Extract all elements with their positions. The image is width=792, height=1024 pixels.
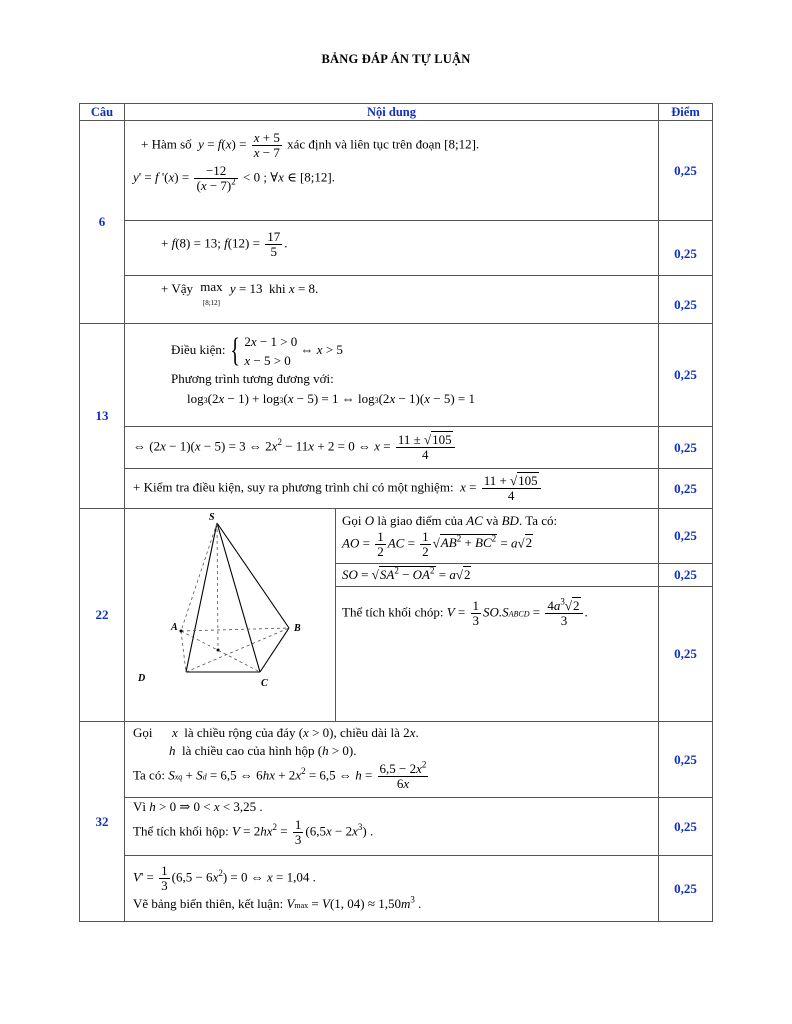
q13-row-3 — [80, 469, 713, 509]
q32-row-3 — [80, 856, 713, 922]
q6-content-3 — [125, 276, 659, 324]
q13-row-2 — [80, 427, 713, 469]
q22-row-1 — [80, 509, 713, 564]
edge-sa — [181, 523, 217, 631]
question-number-13: 13 — [80, 324, 125, 509]
q32-line-width: Gọi x là chiều rộng của đáy (x > 0), chiều dài là 2x. — [133, 725, 419, 740]
q22-point-2: 0,25 — [659, 564, 713, 587]
q32-point-1: 0,25 — [659, 722, 713, 798]
q32-point-2: 0,25 — [659, 798, 713, 856]
q13-line-quadratic: ⇔ (2x − 1)(x − 5) = 3 ⇔ $2x^2 - 11x + 2 = 0$ ⇔ x = $\frac{11 \pm √105}{4}$ — [133, 433, 658, 462]
q32-row-1 — [80, 722, 713, 798]
q32-line-conclusion: Vẽ bảng biến thiên, kết luận: Vmax = V(1, $04) \approx 1,50m^3$ . — [133, 894, 422, 911]
q22-point-3: 0,25 — [659, 587, 713, 722]
q13-point-2: 0,25 — [659, 427, 713, 469]
q22-content-1 — [336, 509, 659, 564]
q6-line-function: + Hàm số y = f(x) = $\frac{x + 5}{x - 7}$ xác định và liên tục trên đoạn [8;12]. — [141, 130, 480, 160]
label-c: C — [261, 678, 268, 689]
q13-line-equivalent: Phương trình tương đương với: — [171, 371, 334, 386]
point-o — [217, 649, 220, 652]
q13-line-condition: Điều kiện: { 2x − 1 > 0 x − 5 > 0 ⇔ x > 5 — [171, 332, 343, 369]
q6-row-3 — [80, 276, 713, 324]
header-cau: Câu — [80, 104, 125, 121]
label-s: S — [209, 512, 215, 523]
q6-row-1 — [80, 121, 713, 221]
label-a: A — [171, 622, 178, 633]
q6-point-1: 0,25 — [659, 121, 713, 221]
label-b: B — [294, 623, 301, 634]
label-d: D — [138, 673, 146, 684]
height-so — [217, 523, 218, 650]
q32-line-height: h là chiều cao của hình hộp (h > 0). — [169, 743, 357, 758]
header-diem: Điểm — [659, 104, 713, 121]
q22-content-3 — [336, 587, 659, 722]
q22-content-2 — [336, 564, 659, 587]
q22-line-intersection: Gọi O là giao điểm của AC và BD. Ta có: — [342, 512, 558, 528]
q22-line-volume: Thể tích khối chóp: V = $\frac{1}{3}$ SO.SABCD = $\frac{4a^3√2}{3}$ . — [342, 597, 588, 629]
table-header — [80, 104, 713, 121]
edge-ad — [181, 631, 186, 672]
q22-point-1: 0,25 — [659, 509, 713, 564]
q32-line-derivative: V' = $\frac{1}{3}$ $(6,5 - 6x^2) = 0$ ⇔ x = 1,04 . — [133, 863, 316, 893]
q13-line-log: log3(2x − 1) + log3(x − 5) = 1 ⇔ log3(2x − 1)(x − 5) = 1 — [187, 391, 475, 406]
q6-content-2 — [125, 221, 659, 276]
edge-sb — [217, 523, 289, 628]
q6-line-values: + f(8) = 13; f(12) = $\frac{17}{5}$ . — [161, 228, 288, 259]
question-number-22: 22 — [80, 509, 125, 722]
q6-point-2: 0,25 — [659, 221, 713, 276]
edge-sc — [217, 523, 260, 672]
q32-content-3 — [125, 856, 659, 922]
q32-point-3: 0,25 — [659, 856, 713, 922]
diagonal-ac — [181, 631, 260, 672]
answer-table — [79, 103, 713, 922]
q13-line-check: + Kiểm tra điều kiện, suy ra phương trình chỉ có một nghiệm: x = $\frac{11 + √105}{4}$ — [133, 474, 658, 503]
q6-line-derivative: y' = f '(x) = $\frac{-12}{(x - 7)^2}$ < 0 ; ∀x ∈ [8;12]. — [133, 163, 335, 193]
q32-line-condition: Vì h > 0 ⇒ 0 < x < 3,25 . — [133, 799, 263, 814]
diagonal-bd — [186, 628, 289, 672]
point-a — [180, 630, 183, 633]
pyramid-figure — [125, 509, 335, 717]
q13-row-1 — [80, 324, 713, 427]
question-number-6: 6 — [80, 121, 125, 324]
edge-sd — [186, 523, 217, 672]
q32-row-2 — [80, 798, 713, 856]
q22-figure-cell — [125, 509, 336, 722]
q13-point-3: 0,25 — [659, 469, 713, 509]
q13-content-2 — [125, 427, 659, 469]
q6-point-3: 0,25 — [659, 276, 713, 324]
q6-content-1 — [125, 121, 659, 221]
q32-line-area: Ta có: Sxq + Sd = 6,5 ⇔ $6hx + 2x^2 = 6,5$ ⇔ h = $\frac{6,5 - 2x^2}{6x}$ — [133, 759, 427, 791]
q22-line-ao: AO = $\frac{1}{2}$ AC = $\frac{1}{2}$ $√AB^2 + BC^2 = a√2$ — [342, 528, 533, 559]
q13-point-1: 0,25 — [659, 324, 713, 427]
q32-content-2 — [125, 798, 659, 856]
q32-line-volume: Thể tích khối hộp: $V = 2hx^2$ = $\frac{1}{3}$ $(6,5x - 2x^3)$ . — [133, 817, 374, 847]
q6-row-2 — [80, 221, 713, 276]
q6-line-max: + Vậy max [8;12] y = 13 khi x = 8. — [161, 278, 319, 307]
page-title: BẢNG ĐÁP ÁN TỰ LUẬN — [321, 52, 471, 66]
q13-content-1 — [125, 324, 659, 427]
edge-ab — [181, 628, 289, 631]
q13-content-3 — [125, 469, 659, 509]
question-number-32: 32 — [80, 722, 125, 922]
header-noi-dung: Nội dung — [125, 104, 659, 121]
q32-content-1 — [125, 722, 659, 798]
q22-line-so: SO = $√SA^2 - OA^2 = a√2$ — [342, 565, 471, 583]
